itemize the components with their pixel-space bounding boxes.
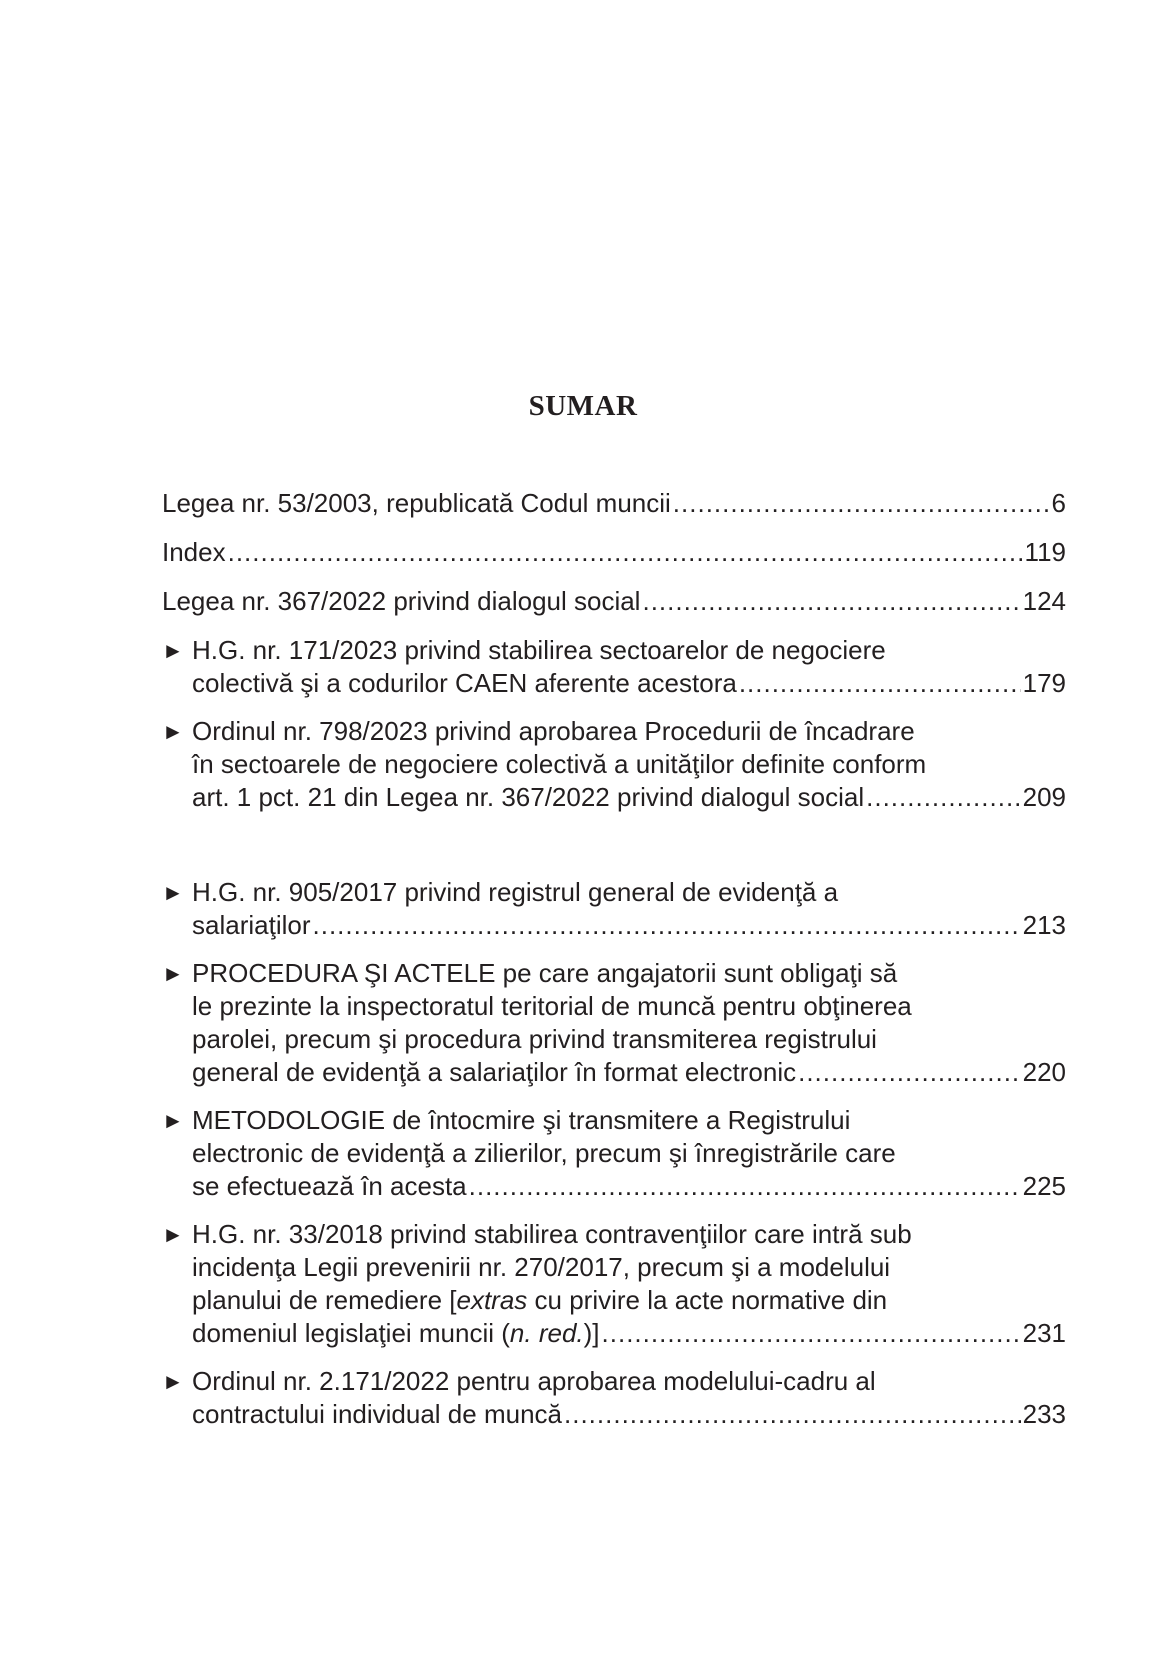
page-number: 213 <box>1022 910 1066 940</box>
toc-entry[interactable] <box>162 585 1066 618</box>
entry-title: Legea nr. 367/2022 privind dialogul social <box>162 586 641 616</box>
dot-leader <box>564 1398 1021 1431</box>
line-text: )] <box>583 1318 600 1348</box>
entry-title-line <box>192 1284 1066 1317</box>
entry-title-line: salariaţilor <box>192 910 311 940</box>
line-text: planului de remediere [ <box>192 1285 457 1315</box>
entry-title: Index <box>162 537 226 567</box>
dot-leader <box>602 1317 1021 1350</box>
dot-leader <box>866 781 1020 814</box>
toc-entry[interactable] <box>162 1218 1066 1350</box>
page-number: 225 <box>1022 1171 1066 1201</box>
triangle-bullet-icon: ► <box>162 880 184 905</box>
triangle-bullet-icon: ► <box>162 1108 184 1133</box>
dot-leader <box>313 909 1021 942</box>
entry-title-line: contractului individual de muncă <box>192 1399 562 1429</box>
triangle-bullet-icon: ► <box>162 1222 184 1247</box>
line-text: domeniul legislaţiei muncii ( <box>192 1318 510 1348</box>
entry-title-line: METODOLOGIE de întocmire şi transmitere a Registrului <box>192 1105 851 1135</box>
table-of-contents <box>162 487 1066 1446</box>
page-number: 179 <box>1022 668 1066 698</box>
triangle-bullet-icon: ► <box>162 961 184 986</box>
triangle-bullet-icon: ► <box>162 638 184 663</box>
toc-entry[interactable] <box>162 957 1066 1089</box>
italic-text: extras <box>456 1285 528 1315</box>
entry-title-line: art. 1 pct. 21 din Legea nr. 367/2022 privind dialogul social <box>192 782 865 812</box>
entry-title-line: incidenţa Legii prevenirii nr. 270/2017, precum şi a modelului <box>192 1252 891 1282</box>
page-number: 124 <box>1022 586 1066 616</box>
page-number: 119 <box>1024 537 1066 567</box>
page-number: 231 <box>1022 1318 1066 1348</box>
page-number: 6 <box>1051 488 1066 518</box>
page-title: SUMAR <box>528 390 638 422</box>
toc-entry[interactable] <box>162 715 1066 814</box>
entry-title-line: se efectuează în acesta <box>192 1171 467 1201</box>
entry-title-line: PROCEDURA ŞI ACTELE pe care angajatorii sunt obligaţi să <box>192 958 898 988</box>
triangle-bullet-icon: ► <box>162 1369 184 1394</box>
entry-title-line: H.G. nr. 905/2017 privind registrul general de evidenţă a <box>192 877 839 907</box>
entry-title-line: electronic de evidenţă a zilierilor, precum şi înregistrările care <box>192 1138 896 1168</box>
entry-title-line: le prezinte la inspectoratul teritorial de muncă pentru obţinerea <box>192 991 912 1021</box>
triangle-bullet-icon: ► <box>162 719 184 744</box>
dot-leader <box>642 585 1020 618</box>
dot-leader <box>469 1170 1021 1203</box>
toc-entry[interactable] <box>162 876 1066 942</box>
entry-title: Legea nr. 53/2003, republicată Codul muncii <box>162 488 671 518</box>
toc-entry[interactable] <box>162 1104 1066 1203</box>
dot-leader <box>798 1056 1021 1089</box>
entry-title-line: colectivă şi a codurilor CAEN aferente acestora <box>192 668 737 698</box>
entry-title-line: Ordinul nr. 798/2023 privind aprobarea Procedurii de încadrare <box>192 716 915 746</box>
page-number: 220 <box>1022 1057 1066 1087</box>
italic-text: n. red. <box>509 1318 584 1348</box>
toc-entry[interactable] <box>162 536 1066 569</box>
dot-leader <box>673 487 1050 520</box>
entry-title-line: în sectoarele de negociere colectivă a unităţilor definite conform <box>192 749 927 779</box>
dot-leader <box>228 536 1023 569</box>
entry-title-line: general de evidenţă a salariaţilor în format electronic <box>192 1057 797 1087</box>
dot-leader <box>739 667 1021 700</box>
page-number: 209 <box>1022 782 1066 812</box>
entry-title-line: Ordinul nr. 2.171/2022 pentru aprobarea modelului-cadru al <box>192 1366 876 1396</box>
toc-entry[interactable] <box>162 1365 1066 1431</box>
page-number: 233 <box>1022 1399 1066 1429</box>
toc-entry[interactable] <box>162 487 1066 520</box>
toc-entry[interactable] <box>162 634 1066 700</box>
entry-title-line: parolei, precum şi procedura privind transmiterea registrului <box>192 1024 877 1054</box>
line-text: cu privire la acte normative din <box>527 1285 888 1315</box>
entry-title-line: H.G. nr. 171/2023 privind stabilirea sectoarelor de negociere <box>192 635 886 665</box>
entry-title-line <box>192 1317 600 1350</box>
entry-title-line: H.G. nr. 33/2018 privind stabilirea contravenţiilor care intră sub <box>192 1219 912 1249</box>
